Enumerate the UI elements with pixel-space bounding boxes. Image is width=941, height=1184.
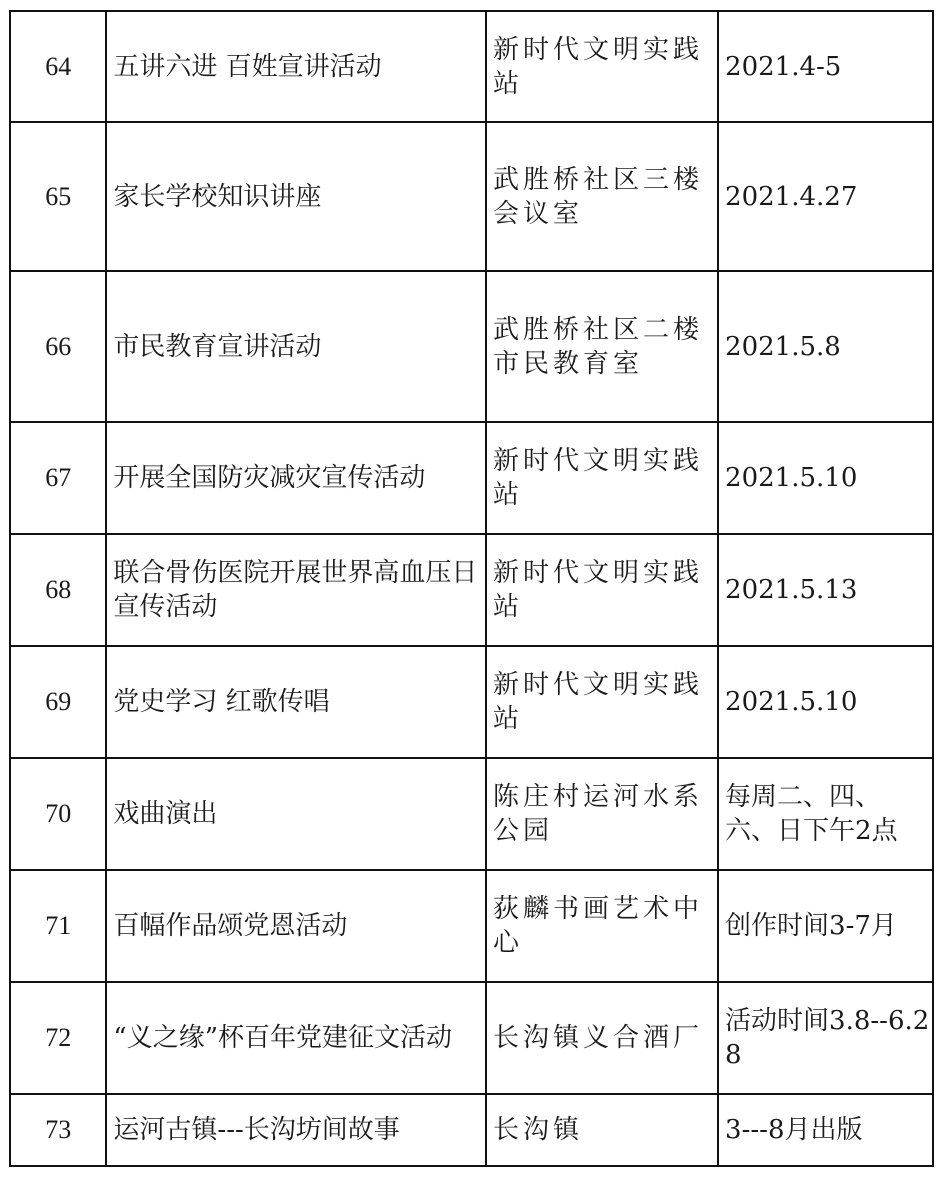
activity-venue: 武胜桥社区三楼会议室: [486, 122, 718, 271]
activity-date: 创作时间3-7月: [718, 870, 933, 982]
activity-date: 2021.5.10: [718, 646, 933, 758]
row-number: 70: [10, 758, 106, 870]
table-row: [10, 982, 933, 1094]
row-number: 66: [10, 271, 106, 422]
table-row: [10, 646, 933, 758]
activity-name: 开展全国防灾减灾宣传活动: [106, 422, 486, 534]
row-number: 64: [10, 11, 106, 122]
table-row: [10, 758, 933, 870]
activity-date: 2021.4.27: [718, 122, 933, 271]
activity-venue: 长沟镇义合酒厂: [486, 982, 718, 1094]
activity-table: [9, 10, 934, 1167]
row-number: 67: [10, 422, 106, 534]
row-number: 65: [10, 122, 106, 271]
activity-name: 家长学校知识讲座: [106, 122, 486, 271]
activity-venue: 新时代文明实践站: [486, 534, 718, 646]
table-row: [10, 534, 933, 646]
activity-date: 2021.4-5: [718, 11, 933, 122]
activity-name: 五讲六进 百姓宣讲活动: [106, 11, 486, 122]
row-number: 72: [10, 982, 106, 1094]
activity-name: 运河古镇---长沟坊间故事: [106, 1094, 486, 1166]
activity-date: 2021.5.10: [718, 422, 933, 534]
activity-name: “义之缘”杯百年党建征文活动: [106, 982, 486, 1094]
activity-venue: 新时代文明实践站: [486, 646, 718, 758]
activity-name: 百幅作品颂党恩活动: [106, 870, 486, 982]
activity-date: 每周二、四、六、日下午2点: [718, 758, 933, 870]
row-number: 71: [10, 870, 106, 982]
activity-date: 活动时间3.8--6.28: [718, 982, 933, 1094]
activity-date: 3---8月出版: [718, 1094, 933, 1166]
activity-name: 市民教育宣讲活动: [106, 271, 486, 422]
activity-date: 2021.5.8: [718, 271, 933, 422]
activity-venue: 武胜桥社区二楼市民教育室: [486, 271, 718, 422]
activity-date: 2021.5.13: [718, 534, 933, 646]
activity-name: 联合骨伤医院开展世界高血压日宣传活动: [106, 534, 486, 646]
table-row: [10, 122, 933, 271]
row-number: 69: [10, 646, 106, 758]
row-number: 68: [10, 534, 106, 646]
table-row: [10, 11, 933, 122]
table-row: [10, 422, 933, 534]
activity-venue: 长沟镇: [486, 1094, 718, 1166]
activity-venue: 陈庄村运河水系公园: [486, 758, 718, 870]
activity-venue: 荻麟书画艺术中心: [486, 870, 718, 982]
activity-name: 戏曲演出: [106, 758, 486, 870]
row-number: 73: [10, 1094, 106, 1166]
table-row: [10, 1094, 933, 1166]
activity-name: 党史学习 红歌传唱: [106, 646, 486, 758]
table-row: [10, 271, 933, 422]
table-row: [10, 870, 933, 982]
activity-venue: 新时代文明实践站: [486, 11, 718, 122]
activity-venue: 新时代文明实践站: [486, 422, 718, 534]
